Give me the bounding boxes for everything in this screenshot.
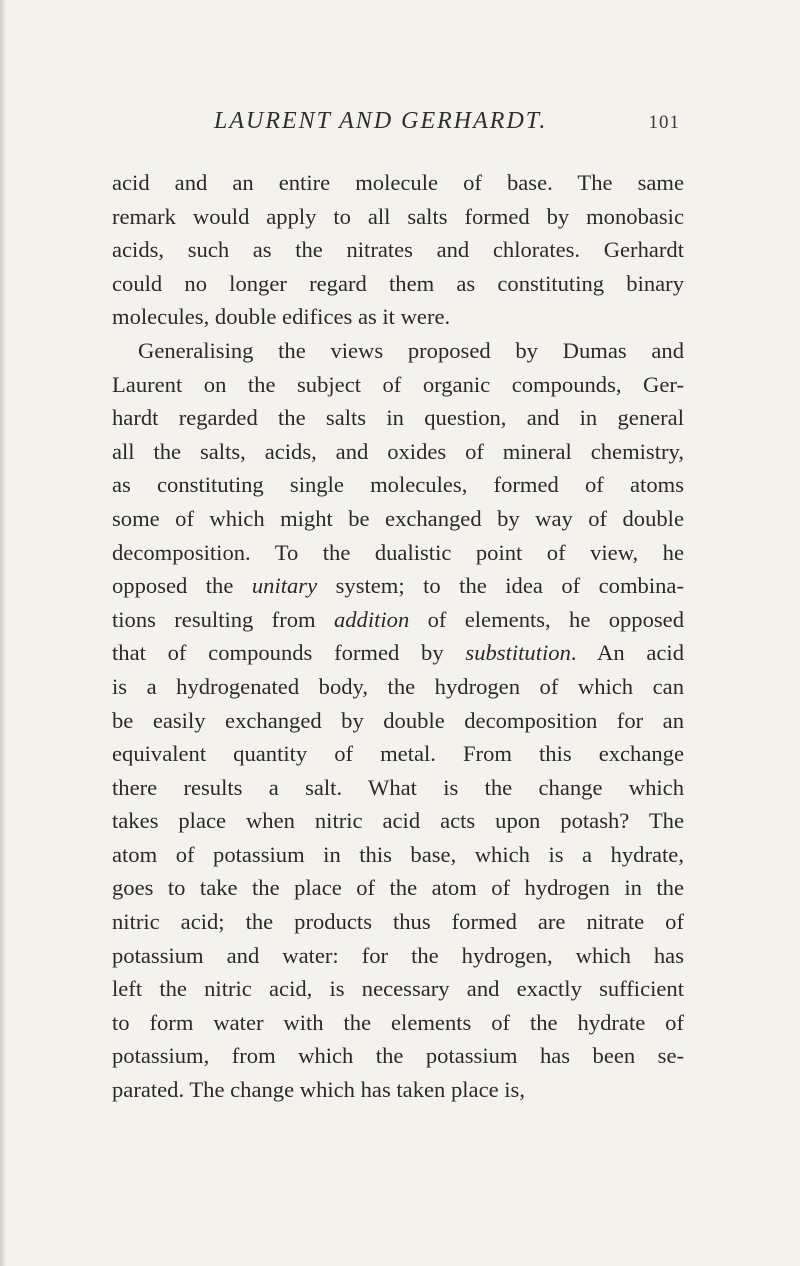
text-line: remark would apply to all salts formed by monobasic — [112, 203, 684, 229]
page-number: 101 — [648, 112, 680, 133]
page-edge-shadow — [0, 0, 6, 1266]
text-line: Generalising the views proposed by Dumas and — [138, 337, 684, 363]
text-line-with-italics: opposed the unitary system; to the idea of combina- — [112, 573, 684, 599]
text-line: acid and an entire molecule of base. The same — [112, 170, 684, 195]
running-title: LAURENT AND GERHARDT. — [214, 108, 548, 134]
text-line: parated. The change which has taken place is, — [112, 1077, 525, 1103]
text-line: nitric acid; the products thus formed are nitrate of — [112, 909, 684, 935]
text-line: equivalent quantity of metal. From this exchange — [112, 741, 684, 767]
text-line: Laurent on the subject of organic compounds, Ger- — [112, 371, 684, 397]
body-text — [112, 166, 684, 1107]
text-line: all the salts, acids, and oxides of mineral chemistry, — [112, 438, 684, 464]
text-line: there results a salt. What is the change which — [112, 774, 684, 800]
text-line: is a hydrogenated body, the hydrogen of which can — [112, 673, 684, 699]
text-line-with-italics: that of compounds formed by substitution. An acid — [112, 640, 684, 666]
italic-term: substitution — [465, 640, 571, 666]
text-line: takes place when nitric acid acts upon potash? The — [112, 808, 684, 834]
text-line: left the nitric acid, is necessary and exactly sufficient — [112, 976, 684, 1002]
text-line-with-italics: tions resulting from addition of elements, he opposed — [112, 606, 685, 632]
text-line: as constituting single molecules, formed of atoms — [112, 472, 684, 498]
text-line: some of which might be exchanged by way of double — [112, 505, 684, 531]
text-line: potassium, from which the potassium has been se- — [112, 1043, 684, 1069]
text-line: potassium and water: for the hydrogen, which has — [112, 942, 684, 968]
text-line: decomposition. To the dualistic point of view, he — [112, 539, 684, 565]
text-line: to form water with the elements of the hydrate of — [112, 1009, 684, 1035]
italic-term: addition — [333, 606, 410, 632]
text-line: be easily exchanged by double decomposition for an — [112, 707, 684, 733]
text-line: hardt regarded the salts in question, and in general — [112, 405, 684, 431]
text-line: could no longer regard them as constituting binary — [112, 270, 684, 296]
text-line: acids, such as the nitrates and chlorates. Gerhardt — [112, 237, 684, 263]
text-line: goes to take the place of the atom of hydrogen in the — [112, 875, 684, 901]
page-header — [170, 108, 680, 142]
text-line: molecules, double edifices as it were. — [112, 304, 451, 330]
text-line: atom of potassium in this base, which is a hydrate, — [112, 841, 684, 867]
italic-term: unitary — [251, 573, 318, 599]
